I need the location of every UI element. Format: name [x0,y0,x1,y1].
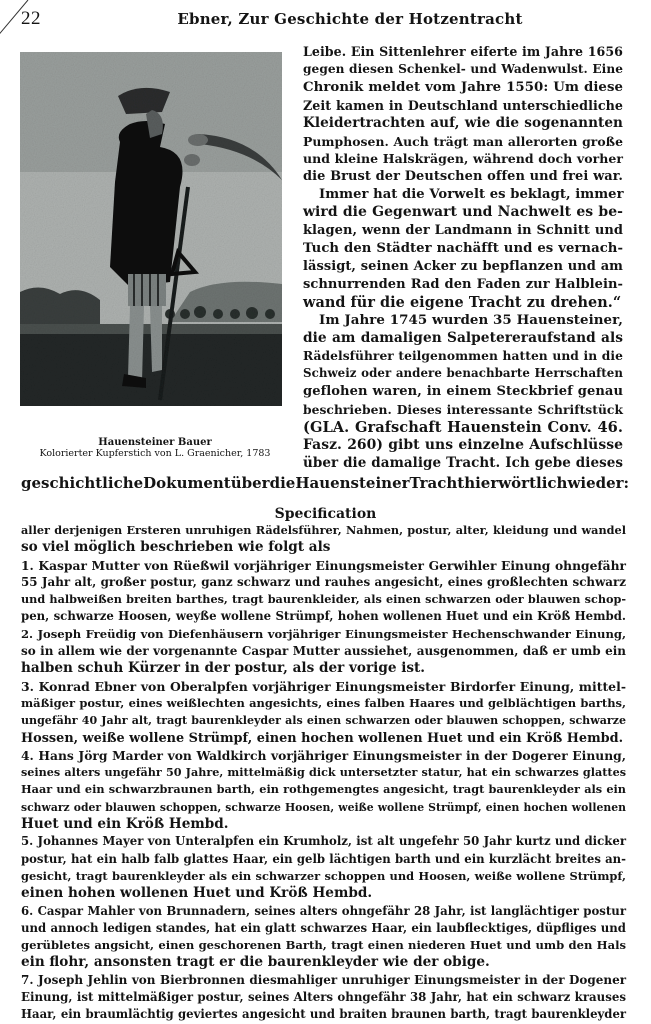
spec-line: seines alters ungefähr 50 Jahre, mittelmäßig dick untersetzter statur, hat ein schwarzes glattes [21,765,626,780]
text-line: Immer hat die Vorwelt es beklagt, immer [319,187,624,203]
text-line: und kleine Halskrägen, während doch vorher [303,151,623,167]
right-column-text [303,43,623,473]
text-line: klagen, wenn der Landmann in Schnitt und [303,223,623,239]
spec-line: 2. Joseph Freüdig von Diefenhäusern vorjähriger Einungsmeister Hechenschwander Einung, [21,626,626,641]
spec-line: aller derjenigen Ersteren unruhigen Rädelsführer, Nahmen, postur, alter, kleidung und wandel [21,523,626,537]
spec-line: halben schuh Kürzer in der postur, als der vorige ist. [21,660,426,677]
text-line: geflohen waren, in einem Steckbrief genau [303,384,623,400]
spec-line: und annoch ledigen standes, hat ein glatt schwarzes Haar, ein laubflecktiges, düpfliges und [21,920,626,935]
full-width-text-line [21,474,630,492]
specification-body [21,522,626,1024]
spec-line: pen, schwarze Hoosen, weyße wollene Strümpf, hohen wollenen Huet und ein Kröß Hembd. [21,609,626,624]
text-line: über die damalige Tracht. Ich gebe dieses [303,454,623,471]
spec-line: 6. Caspar Mahler von Brunnadern, seines alters ohngefähr 28 Jahr, ist langlächtiger postur [21,903,626,918]
text-line: Tuch den Städter nachäfft und es vernach- [303,240,623,256]
word: wörtlich [498,474,568,492]
spec-line: postur, hat ein halb falb glattes Haar, ein gelb lächtigen barth und ein kurzlächt breites an- [21,851,626,866]
text-line: lässigt, seinen Acker zu bepflanzen und am [303,258,623,274]
text-line: die Brust der Deutschen offen und frei war. [303,169,623,185]
spec-line: Haar und ein schwarzbraunen barth, ein rothgemengtes angesicht, tragt baurenkleyder als ein [21,782,626,797]
word: geschichtliche [21,474,144,492]
spec-line: 4. Hans Jörg Marder von Waldkirch vorjähriger Einungsmeister in der Dogerer Einung, [21,747,626,763]
text-line: beschrieben. Dieses interessante Schriftstück [303,402,623,418]
spec-line: Hossen, weiße wollene Strümpf, einen hochen wollenen Huet und ein Kröß Hembd. [21,730,624,746]
spec-line: mäßiger postur, eines weißlechten angesichts, eines falben Haares und gelblächtigen barths, [21,695,626,710]
word: Hauensteiner [295,474,410,492]
caption-subtitle: Kolorierter Kupferstich von L. Graenicher, 1783 [39,448,271,459]
text-line: Kleidertrachten auf, wie die sogenannten [303,114,623,131]
spec-line: Einung, ist mittelmäßiger postur, seines Alters ohngefähr 38 Jahr, hat ein schwarz krauses [21,990,626,1005]
text-line: wird die Gegenwart und Nachwelt es be- [303,204,623,221]
spec-line: gerübletes angsicht, einen geschorenen Barth, tragt einen niederen Huet und umb den Hals [21,938,626,953]
spec-line: und halbweißen breiten barthes, tragt baurenkleider, als einen schwarzen oder blauwen schop- [21,592,626,607]
text-line: Schweiz oder andere benachbarte Herrschaften [303,366,623,381]
text-line: Pumphosen. Auch trägt man allerorten große [303,133,623,149]
spec-line: Huet und ein Kröß Hembd. [21,816,229,833]
text-line: Fasz. 260) gibt uns einzelne Aufschlüsse [303,436,623,453]
spec-line: ungefähr 40 Jahr alt, tragt baurenkleyder als einen schwarzen oder blauwen schoppen, schwarze [21,714,626,728]
word: wieder: [567,474,630,492]
spec-line: schwarz oder blauwen schoppen, schwarze Hoosen, weiße wollene Strümpf, einen hochen wollenen [21,800,626,814]
word: hier [464,474,499,492]
text-line: gegen diesen Schenkel- und Wadenwulst. Eine [303,61,623,76]
text-line: (GLA. Grafschaft Hauenstein Conv. 46. [303,419,623,437]
spec-line: Haar, ein braumlächtig geviertes angesicht und braiten braunen barth, tragt baurenkleyder [21,1007,626,1022]
word: über [230,474,270,492]
text-line: Zeit kamen in Deutschland unterschiedliche [303,97,623,113]
page-number: 22 [21,8,41,29]
text-line: Chronik meldet vom Jahre 1550: Um diese [303,79,623,95]
spec-line: 7. Joseph Jehlin von Bierbronnen diesmahliger unruhiger Einungsmeister in der Dogener [21,972,626,987]
text-line: schnurrenden Rad den Faden zur Halblein- [303,276,623,292]
text-line: wand für die eigene Tracht zu drehen.“ [303,293,622,311]
caption-title: Hauensteiner Bauer [98,437,212,448]
spec-line: 3. Konrad Ebner von Oberalpfen vorjähriger Einungsmeister Birdorfer Einung, mittel- [21,678,626,694]
text-line: Im Jahre 1745 wurden 35 Hauensteiner, [319,311,623,328]
figure-caption [14,437,296,459]
word: die [269,474,296,492]
specification-heading: Specification [274,506,377,522]
farmer-with-scythe-icon [20,52,282,406]
spec-line: ein flohr, ansonsten tragt er die baurenkleyder wie der obige. [21,954,490,971]
text-line: Leibe. Ein Sittenlehrer eiferte im Jahre 1656 [303,44,623,59]
word: Tracht [409,474,465,492]
spec-line: 1. Kaspar Mutter von Rüeßwil vorjähriger Einungsmeister Gerwihler Einung ohngefähr [21,557,626,573]
word: Dokument [143,474,231,492]
text-line: Rädelsführer teilgenommen hatten und in die [303,348,623,364]
running-title: Ebner, Zur Geschichte der Hotzentracht [177,10,523,28]
spec-line: so viel möglich beschrieben wie folgt als [21,539,331,556]
spec-line: 5. Johannes Mayer von Unteralpfen ein Krumholz, ist alt ungefehr 50 Jahr kurtz und dicker [21,834,626,849]
spec-line: einen hohen wollenen Huet und Kröß Hembd. [21,885,373,902]
spec-line: 55 Jahr alt, großer postur, ganz schwarz und rauhes angesicht, eines großlechten schwarz [21,574,626,589]
spec-line: so in allem wie der vorgenannte Caspar Mutter aussiehet, ausgenommen, daß er umb ein [21,644,626,659]
spec-line: gesicht, tragt baurenkleyder als ein schwarzer schoppen und Hoosen, weiße wollene Strümpf, [21,868,626,883]
engraving-illustration [20,52,282,406]
text-line: die am damaligen Salpetereraufstand als [303,329,623,346]
